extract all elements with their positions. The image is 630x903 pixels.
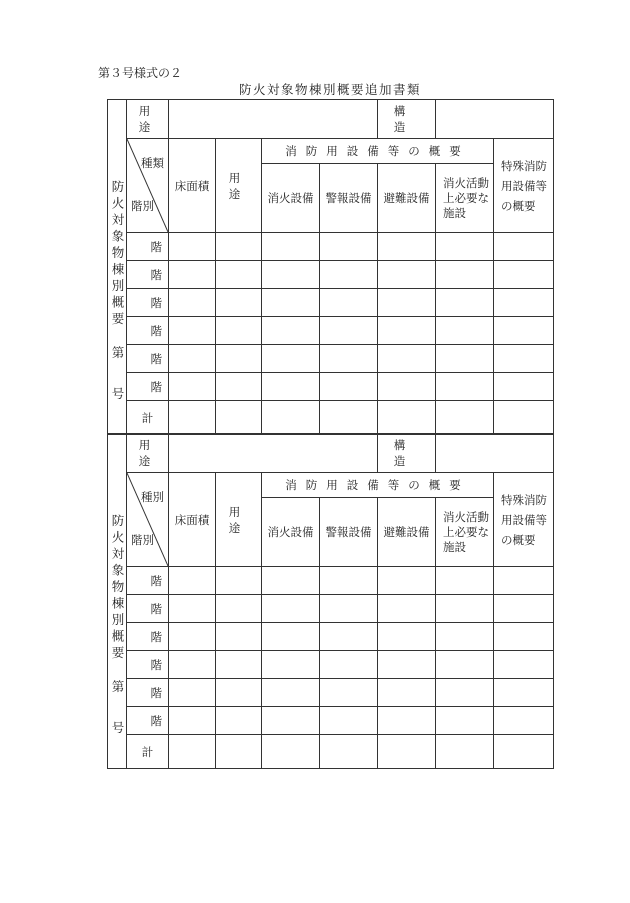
floor-cell[interactable] (494, 289, 554, 317)
floor-cell[interactable] (262, 679, 320, 707)
floor-cell[interactable] (216, 567, 262, 595)
floor-row-label: 階 (127, 595, 169, 623)
floor-row-label: 階 (127, 679, 169, 707)
floor-cell[interactable] (320, 233, 378, 261)
floor-cell[interactable] (262, 373, 320, 401)
floor-cell[interactable] (436, 289, 494, 317)
equipment-overview-header: 消防用設備等の概要 (262, 139, 494, 164)
floor-cell[interactable] (262, 623, 320, 651)
floor-cell[interactable] (262, 317, 320, 345)
total-cell[interactable] (494, 401, 554, 435)
floor-cell[interactable] (494, 679, 554, 707)
floor-cell[interactable] (262, 233, 320, 261)
floor-cell[interactable] (436, 345, 494, 373)
floor-cell[interactable] (169, 373, 216, 401)
floor-cell[interactable] (169, 567, 216, 595)
floor-row-label: 階 (127, 261, 169, 289)
floor-cell[interactable] (494, 595, 554, 623)
floor-cell[interactable] (320, 289, 378, 317)
floor-cell[interactable] (262, 651, 320, 679)
total-cell[interactable] (378, 735, 436, 769)
floor-cell[interactable] (378, 373, 436, 401)
structure-value-field[interactable] (436, 434, 554, 473)
floor-area-header: 床面積 (169, 139, 216, 233)
total-cell[interactable] (262, 735, 320, 769)
floor-cell[interactable] (436, 373, 494, 401)
floor-cell[interactable] (216, 345, 262, 373)
floor-cell[interactable] (320, 317, 378, 345)
floor-cell[interactable] (378, 317, 436, 345)
total-cell[interactable] (216, 401, 262, 435)
alarm-equipment-header: 警報設備 (320, 498, 378, 567)
floor-cell[interactable] (378, 651, 436, 679)
floor-cell[interactable] (262, 289, 320, 317)
floor-cell[interactable] (378, 233, 436, 261)
floor-row-label: 階 (127, 373, 169, 401)
floor-cell[interactable] (169, 261, 216, 289)
floor-cell[interactable] (216, 595, 262, 623)
alarm-equipment-header: 警報設備 (320, 164, 378, 233)
floor-cell[interactable] (320, 623, 378, 651)
floor-cell[interactable] (378, 345, 436, 373)
floor-cell[interactable] (262, 707, 320, 735)
floor-cell[interactable] (494, 261, 554, 289)
use-value-field[interactable] (169, 434, 378, 473)
floor-row-label: 階 (127, 345, 169, 373)
floor-cell[interactable] (436, 707, 494, 735)
floor-cell[interactable] (262, 345, 320, 373)
side-label: 防火対象物棟別概要 第 号 (108, 434, 127, 769)
floor-cell[interactable] (169, 595, 216, 623)
side-label: 防火対象物棟別概要 第 号 (108, 100, 127, 435)
floor-cell[interactable] (216, 373, 262, 401)
floor-cell[interactable] (436, 595, 494, 623)
overview-table-1 (107, 99, 554, 435)
floor-cell[interactable] (378, 623, 436, 651)
floor-cell[interactable] (320, 595, 378, 623)
floor-cell[interactable] (216, 623, 262, 651)
floor-cell[interactable] (169, 289, 216, 317)
use-label: 用 途 (127, 100, 169, 139)
fire-extinguishing-header: 消火設備 (262, 498, 320, 567)
use-column-header: 用 途 (216, 473, 262, 567)
floor-cell[interactable] (169, 623, 216, 651)
floor-cell[interactable] (436, 261, 494, 289)
floor-cell[interactable] (169, 317, 216, 345)
floor-cell[interactable] (378, 679, 436, 707)
floor-cell[interactable] (494, 345, 554, 373)
floor-cell[interactable] (436, 623, 494, 651)
special-equipment-header: 特殊消防用設備等の概要 (494, 473, 554, 567)
floor-cell[interactable] (216, 289, 262, 317)
structure-label: 構 造 (378, 434, 436, 473)
floor-cell[interactable] (320, 373, 378, 401)
floor-cell[interactable] (320, 651, 378, 679)
floor-cell[interactable] (169, 651, 216, 679)
type-floor-diagonal-cell: 種別 階別 (127, 473, 169, 567)
floor-row-label: 階 (127, 317, 169, 345)
floor-cell[interactable] (436, 317, 494, 345)
floor-cell[interactable] (494, 233, 554, 261)
overview-table-2 (107, 433, 554, 769)
floor-cell[interactable] (320, 261, 378, 289)
floor-cell[interactable] (262, 261, 320, 289)
total-cell[interactable] (436, 401, 494, 435)
floor-row-label: 階 (127, 567, 169, 595)
floor-cell[interactable] (378, 567, 436, 595)
floor-cell[interactable] (216, 707, 262, 735)
firefighting-facility-header: 消火活動上必要な施設 (436, 498, 494, 567)
floor-cell[interactable] (216, 317, 262, 345)
floor-cell[interactable] (216, 261, 262, 289)
form-id: 第３号様式の２ (98, 66, 183, 80)
floor-cell[interactable] (320, 567, 378, 595)
floor-cell[interactable] (169, 679, 216, 707)
floor-cell[interactable] (216, 679, 262, 707)
floor-cell[interactable] (494, 373, 554, 401)
fire-extinguishing-header: 消火設備 (262, 164, 320, 233)
total-row-label: 計 (127, 401, 169, 435)
structure-value-field[interactable] (436, 100, 554, 139)
floor-cell[interactable] (494, 707, 554, 735)
floor-cell[interactable] (169, 345, 216, 373)
structure-label: 構 造 (378, 100, 436, 139)
floor-cell[interactable] (494, 651, 554, 679)
floor-cell[interactable] (378, 595, 436, 623)
total-cell[interactable] (216, 735, 262, 769)
floor-row-label: 階 (127, 289, 169, 317)
firefighting-facility-header: 消火活動上必要な施設 (436, 164, 494, 233)
use-value-field[interactable] (169, 100, 378, 139)
floor-cell[interactable] (494, 623, 554, 651)
total-cell[interactable] (378, 401, 436, 435)
floor-cell[interactable] (320, 707, 378, 735)
floor-cell[interactable] (216, 651, 262, 679)
total-cell[interactable] (262, 401, 320, 435)
floor-row-label: 階 (127, 651, 169, 679)
total-cell[interactable] (169, 401, 216, 435)
floor-cell[interactable] (436, 651, 494, 679)
floor-cell[interactable] (320, 679, 378, 707)
floor-row-label: 階 (127, 623, 169, 651)
floor-row-label: 階 (127, 707, 169, 735)
floor-cell[interactable] (494, 567, 554, 595)
floor-cell[interactable] (378, 289, 436, 317)
floor-cell[interactable] (216, 233, 262, 261)
total-cell[interactable] (494, 735, 554, 769)
floor-cell[interactable] (436, 567, 494, 595)
floor-area-header: 床面積 (169, 473, 216, 567)
use-column-header: 用 途 (216, 139, 262, 233)
total-cell[interactable] (320, 401, 378, 435)
floor-cell[interactable] (262, 567, 320, 595)
floor-cell[interactable] (378, 261, 436, 289)
document-title: 防火対象物棟別概要追加書類 (238, 82, 421, 97)
floor-cell[interactable] (169, 707, 216, 735)
floor-cell[interactable] (320, 345, 378, 373)
total-cell[interactable] (436, 735, 494, 769)
evacuation-equipment-header: 避難設備 (378, 164, 436, 233)
total-cell[interactable] (320, 735, 378, 769)
floor-cell[interactable] (378, 707, 436, 735)
total-row-label: 計 (127, 735, 169, 769)
floor-row-label: 階 (127, 233, 169, 261)
floor-cell[interactable] (494, 317, 554, 345)
floor-cell[interactable] (262, 595, 320, 623)
type-floor-diagonal-cell: 種類 階別 (127, 139, 169, 233)
floor-cell[interactable] (169, 233, 216, 261)
use-label: 用 途 (127, 434, 169, 473)
evacuation-equipment-header: 避難設備 (378, 498, 436, 567)
floor-cell[interactable] (436, 233, 494, 261)
floor-cell[interactable] (436, 679, 494, 707)
special-equipment-header: 特殊消防用設備等の概要 (494, 139, 554, 233)
equipment-overview-header: 消防用設備等の概要 (262, 473, 494, 498)
total-cell[interactable] (169, 735, 216, 769)
